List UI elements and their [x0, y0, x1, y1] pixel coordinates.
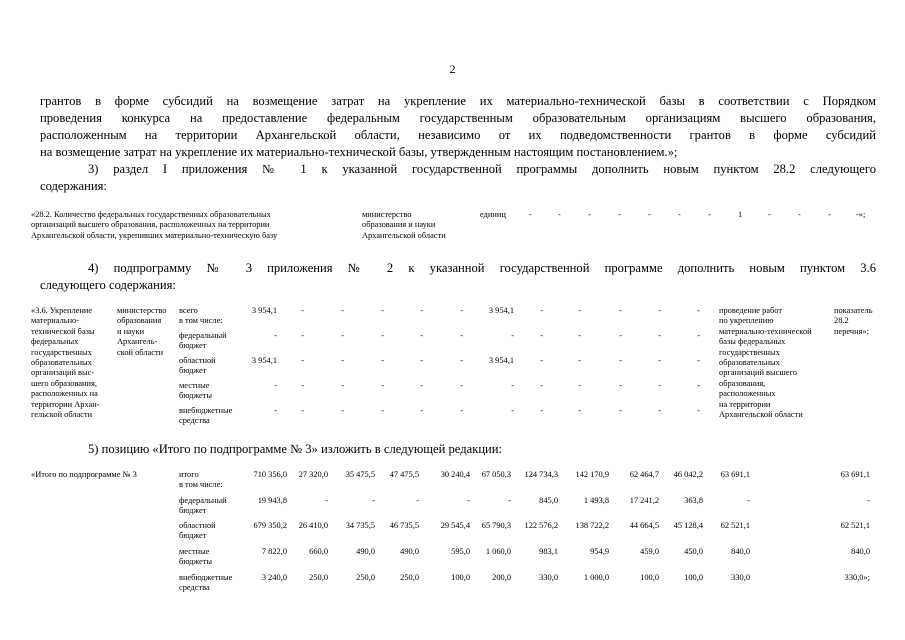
value-cell: - [381, 381, 384, 390]
value-cell: 840,0 [731, 547, 750, 556]
expected-result: Архангельской области [719, 410, 803, 419]
value-cell: 45 128,4 [673, 521, 703, 530]
row-label: в том числе: [179, 480, 223, 490]
intro-paragraph [40, 93, 876, 161]
indicator-ref: показатель [834, 306, 873, 315]
indicator-name: «28.2. Количество федеральных государственных образовательных [31, 210, 271, 219]
expected-result: организаций высшего [719, 368, 797, 378]
value-cell: 250,0 [356, 573, 375, 582]
expected-result: базы федеральных [719, 337, 786, 347]
executor-name: ской области [117, 347, 164, 357]
value-cell: - [274, 381, 277, 390]
value-cell: -»; [856, 210, 866, 219]
value-cell: - [301, 406, 304, 415]
value-cell: 450,0 [684, 547, 703, 556]
value-cell: - [619, 406, 622, 415]
value-cell: 983,1 [539, 547, 558, 556]
page-number: 2 [449, 62, 456, 76]
value-cell: - [678, 210, 681, 219]
expected-result: расположенных [719, 389, 776, 399]
item-5-paragraph [40, 441, 876, 458]
row-label: внебюджетные [179, 406, 233, 415]
executor-name: Архангель- [117, 337, 158, 347]
value-cell: - [658, 406, 661, 415]
value-cell: 62 464,7 [629, 470, 659, 479]
value-cell: 459,0 [640, 547, 659, 556]
value-cell: - [708, 210, 711, 219]
event-name: образовательных [31, 358, 92, 367]
event-name: территории Архан- [31, 399, 100, 409]
row-label: в том числе: [179, 316, 223, 326]
value-cell: - [381, 406, 384, 415]
value-cell: - [460, 331, 463, 340]
value-cell: - [798, 210, 801, 219]
row-label: местные [179, 547, 210, 556]
value-cell: - [420, 306, 423, 315]
indicator-name: Архангельской области, укрепивших материально-техническую базу [31, 230, 278, 240]
value-cell: - [301, 381, 304, 390]
value-cell: - [867, 496, 870, 505]
expected-result: на территории [719, 399, 771, 409]
executor-name: министерство [362, 210, 412, 219]
value-cell: - [697, 306, 700, 315]
expected-result: по укреплению [719, 316, 774, 326]
row-label: бюджет [179, 531, 207, 541]
event-name: государственных [31, 347, 92, 357]
executor-name: образования и науки [362, 220, 436, 230]
event-name: шего образования, [31, 378, 97, 388]
value-cell: 35 475,5 [345, 470, 375, 479]
value-cell: 27 320,0 [298, 470, 328, 479]
value-cell: - [301, 306, 304, 315]
value-cell: - [301, 356, 304, 365]
row-label: бюджет [179, 341, 207, 351]
value-cell: - [540, 356, 543, 365]
value-cell: 490,0 [356, 547, 375, 556]
value-cell: 1 493,8 [583, 496, 609, 505]
event-name: федеральных [31, 337, 79, 347]
value-cell: - [578, 306, 581, 315]
text-line: на возмещение затрат на укрепление их материально-технической базы, утвержденным настоящим постановлением.»; [40, 145, 678, 159]
row-label: местные [179, 381, 210, 390]
row-label: средства [179, 583, 210, 593]
value-cell: - [578, 406, 581, 415]
value-cell: 200,0 [492, 573, 511, 582]
value-cell: 29 545,4 [440, 521, 470, 530]
row-label: внебюджетные [179, 573, 233, 582]
value-cell: - [325, 496, 328, 505]
value-cell: 840,0 [851, 547, 870, 556]
value-cell: - [558, 210, 561, 219]
value-cell: 46 042,2 [673, 470, 703, 479]
executor-name: министерство [117, 306, 167, 315]
value-cell: - [420, 381, 423, 390]
value-cell: 124 734,3 [524, 470, 558, 479]
value-cell: - [648, 210, 651, 219]
executor-name: и науки [117, 326, 145, 336]
value-cell: - [618, 210, 621, 219]
text-line: содержания: [40, 179, 107, 193]
value-cell: 1 060,0 [485, 547, 511, 556]
value-cell: - [540, 306, 543, 315]
item-3-paragraph [40, 161, 876, 195]
event-name: технической базы [31, 326, 95, 336]
value-cell: 142 170,9 [575, 470, 609, 479]
value-cell: - [578, 356, 581, 365]
value-cell: - [540, 381, 543, 390]
value-cell: - [420, 356, 423, 365]
value-cell: 62 521,1 [720, 521, 750, 530]
value-cell: - [420, 406, 423, 415]
value-cell: - [341, 381, 344, 390]
expected-result: образования, [719, 378, 766, 388]
value-cell: - [697, 406, 700, 415]
value-cell: - [619, 331, 622, 340]
value-cell: 122 576,2 [524, 521, 558, 530]
value-cell: 330,0»; [844, 573, 870, 582]
value-cell: 330,0 [731, 573, 750, 582]
value-cell: - [619, 381, 622, 390]
value-cell: - [341, 406, 344, 415]
value-cell: - [341, 331, 344, 340]
value-cell: 67 050,3 [481, 470, 511, 479]
row-label: федеральный [179, 331, 227, 340]
value-cell: - [381, 306, 384, 315]
expected-result: государственных [719, 347, 780, 357]
value-cell: - [274, 406, 277, 415]
expected-result: образовательных [719, 358, 780, 367]
value-cell: 3 954,1 [488, 306, 514, 315]
value-cell: - [381, 356, 384, 365]
value-cell: 47 475,5 [389, 470, 419, 479]
value-cell: - [768, 210, 771, 219]
value-cell: - [697, 381, 700, 390]
indicator-ref: перечня»; [834, 326, 869, 336]
indicator-name: организаций высшего образования, расположенных на территории [31, 220, 270, 230]
value-cell: - [828, 210, 831, 219]
value-cell: 17 241,2 [629, 496, 659, 505]
value-cell: - [578, 331, 581, 340]
value-cell: - [460, 356, 463, 365]
row-label: средства [179, 416, 210, 426]
value-cell: 3 954,1 [251, 356, 277, 365]
value-cell: 3 954,1 [488, 356, 514, 365]
value-cell: - [460, 406, 463, 415]
value-cell: - [658, 306, 661, 315]
event-name: «3.6. Укрепление [31, 306, 93, 315]
event-name: организаций выс- [31, 368, 95, 378]
value-cell: - [697, 356, 700, 365]
value-cell: 595,0 [451, 547, 470, 556]
item-4-paragraph [40, 260, 876, 294]
row-label: областной [179, 521, 216, 530]
value-cell: 138 722,2 [575, 521, 609, 530]
value-cell: 63 691,1 [720, 470, 750, 479]
executor-name: Архангельской области [362, 230, 446, 240]
value-cell: - [511, 331, 514, 340]
executor-name: образования [117, 316, 162, 326]
row-label: итого [179, 470, 199, 479]
value-cell: - [341, 306, 344, 315]
value-cell: 100,0 [684, 573, 703, 582]
event-name: расположенных на [31, 389, 98, 399]
row-label: федеральный [179, 496, 227, 505]
event-name: гельской области [31, 410, 93, 419]
value-cell: 100,0 [640, 573, 659, 582]
value-cell: - [511, 381, 514, 390]
value-cell: 34 735,5 [345, 521, 375, 530]
total-name: «Итого по подпрограмме № 3 [31, 470, 137, 479]
value-cell: - [467, 496, 470, 505]
value-cell: 7 822,0 [261, 547, 287, 556]
text-line: расположенным на территории Архангельской области, независимо от их подведомственности грантов в форме субсидий [40, 128, 876, 142]
value-cell: 26 410,0 [298, 521, 328, 530]
value-cell: - [697, 331, 700, 340]
value-cell: - [619, 356, 622, 365]
value-cell: 490,0 [400, 547, 419, 556]
value-cell: - [420, 331, 423, 340]
value-cell: - [301, 331, 304, 340]
row-label: бюджеты [179, 557, 213, 567]
value-cell: 44 664,5 [629, 521, 659, 530]
value-cell: - [460, 306, 463, 315]
value-cell: 660,0 [309, 547, 328, 556]
value-cell: 1 000,0 [583, 573, 609, 582]
value-cell: - [658, 381, 661, 390]
text-line: грантов в форме субсидий на возмещение затрат на укрепление их материально-технической базы в соответствии с Порядком [40, 94, 876, 108]
row-label: бюджет [179, 506, 207, 516]
value-cell: 710 356,0 [253, 470, 287, 479]
value-cell: - [372, 496, 375, 505]
value-cell: - [511, 406, 514, 415]
text-line: 3) раздел I приложения № 1 к указанной государственной программы дополнить новым пунктом 28.2 следующего [88, 162, 876, 176]
value-cell: - [274, 331, 277, 340]
value-cell: 679 350,2 [253, 521, 287, 530]
value-cell: - [381, 331, 384, 340]
value-cell: - [460, 381, 463, 390]
value-cell: 46 735,5 [389, 521, 419, 530]
value-cell: - [588, 210, 591, 219]
value-cell: 954,9 [590, 547, 609, 556]
text-line: проведения конкурса на предоставление федеральным государственным образовательным организациям высшего образования, [40, 111, 876, 125]
value-cell: 250,0 [309, 573, 328, 582]
row-label: бюджет [179, 366, 207, 376]
value-cell: - [540, 331, 543, 340]
value-cell: 845,0 [539, 496, 558, 505]
value-cell: 62 521,1 [840, 521, 870, 530]
value-cell: 100,0 [451, 573, 470, 582]
value-cell: 19 943,8 [257, 496, 287, 505]
unit-label: единиц [480, 210, 506, 219]
value-cell: - [658, 331, 661, 340]
text-line: 4) подпрограмму № 3 приложения № 2 к указанной государственной программе дополнить новым пунктом 3.6 [88, 261, 876, 275]
value-cell: - [578, 381, 581, 390]
value-cell: 30 240,4 [440, 470, 470, 479]
text-line: 5) позицию «Итого по подпрограмме № 3» изложить в следующей редакции: [88, 442, 503, 456]
value-cell: - [416, 496, 419, 505]
value-cell: - [747, 496, 750, 505]
value-cell: 3 954,1 [251, 306, 277, 315]
value-cell: - [619, 306, 622, 315]
value-cell: 65 790,3 [481, 521, 511, 530]
value-cell: 63 691,1 [840, 470, 870, 479]
value-cell: 1 [738, 210, 743, 219]
event-name: материально- [31, 316, 80, 326]
expected-result: материально-технической [719, 326, 812, 336]
row-label: всего [179, 306, 198, 315]
value-cell: - [508, 496, 511, 505]
row-label: бюджеты [179, 391, 213, 401]
value-cell: 3 240,0 [261, 573, 287, 582]
value-cell: 363,8 [684, 496, 703, 505]
value-cell: - [341, 356, 344, 365]
value-cell: 250,0 [400, 573, 419, 582]
expected-result: проведение работ [719, 306, 783, 315]
indicator-ref: 28.2 [834, 316, 849, 326]
row-label: областной [179, 356, 216, 365]
value-cell: 330,0 [539, 573, 558, 582]
text-line: следующего содержания: [40, 278, 176, 292]
value-cell: - [540, 406, 543, 415]
value-cell: - [658, 356, 661, 365]
value-cell: - [529, 210, 532, 219]
